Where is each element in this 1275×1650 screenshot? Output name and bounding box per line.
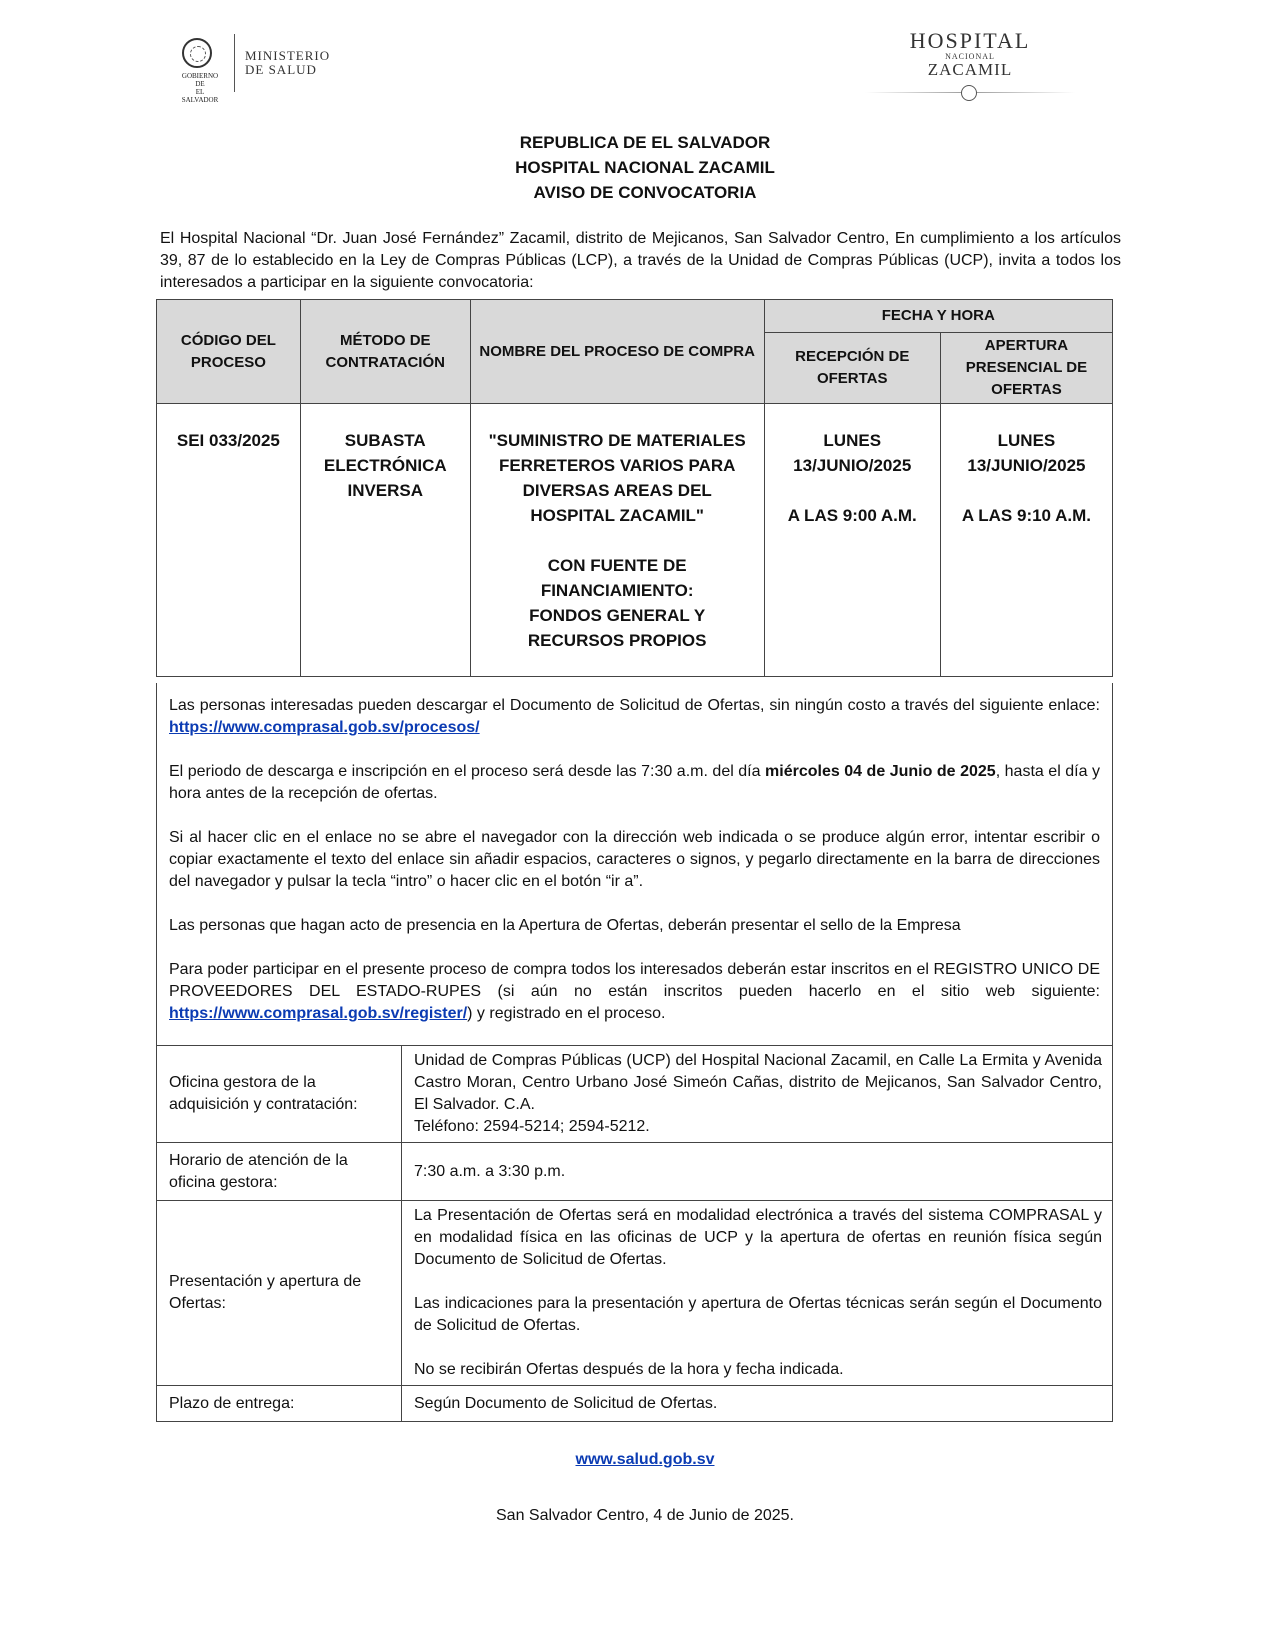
logo-divider — [234, 34, 235, 92]
cell-apertura — [940, 404, 1112, 677]
detail-value — [402, 1201, 1113, 1386]
details-table — [156, 1045, 1113, 1422]
salud-site-link[interactable]: www.salud.gob.sv — [575, 1451, 715, 1468]
apertura-hora: A LAS 9:10 A.M. — [961, 506, 1091, 525]
detail-value-line: Las indicaciones para la presentación y apertura de Ofertas técnicas serán según el Documento de Solicitud de Ofertas. — [414, 1295, 1102, 1334]
table-row — [157, 1201, 1113, 1386]
header-metodo: MÉTODO DE CONTRATACIÓN — [300, 300, 470, 404]
nombre-line: FERRETEROS VARIOS PARA — [498, 456, 736, 475]
recepcion-hora: A LAS 9:00 A.M. — [787, 506, 917, 525]
title-hospital: HOSPITAL NACIONAL ZACAMIL — [515, 158, 775, 177]
period-text-end: , hasta el día y hora antes de la recepción de ofertas. — [169, 763, 1100, 802]
seal-text-line: EL SALVADOR — [181, 88, 219, 104]
rupes-text: Para poder participar en el presente proceso de compra todos los interesados deberán estar inscritos en el REGISTRO UNICO DE PROVEEDORES DEL ESTADO-RUPES (si aún no están inscritos pueden hacerlo en el sitio web siguiente: — [169, 961, 1100, 1000]
header-codigo: CÓDIGO DEL PROCESO — [157, 300, 301, 404]
document-titles — [160, 130, 1130, 205]
info-paragraph-download — [169, 695, 1100, 739]
metodo-line: INVERSA — [347, 481, 424, 500]
detail-value — [402, 1386, 1113, 1422]
detail-label: Plazo de entrega: — [157, 1386, 402, 1422]
metodo-line: SUBASTA — [344, 431, 426, 450]
title-republica: REPUBLICA DE EL SALVADOR — [519, 133, 771, 152]
recepcion-dia: LUNES — [823, 431, 882, 450]
rupes-text-end: ) y registrado en el proceso. — [467, 1005, 666, 1022]
table-row — [157, 1386, 1113, 1422]
closing-date: San Salvador Centro, 4 de Junio de 2025. — [496, 1507, 794, 1524]
minsal-line-1: MINISTERIO — [245, 48, 331, 63]
ministerio-salud-logo — [178, 30, 331, 104]
header-apertura: APERTURA PRESENCIAL DE OFERTAS — [940, 333, 1112, 404]
codigo-value: SEI 033/2025 — [176, 431, 280, 450]
emblem-icon — [961, 85, 977, 101]
info-paragraph-period — [169, 761, 1100, 805]
financiamiento-line: RECURSOS PROPIOS — [527, 631, 707, 650]
title-aviso: AVISO DE CONVOCATORIA — [533, 183, 757, 202]
detail-value-line: No se recibirán Ofertas después de la hora y fecha indicada. — [414, 1361, 844, 1378]
cell-nombre — [470, 404, 764, 677]
minsal-line-2: DE SALUD — [245, 62, 317, 77]
table-row — [157, 404, 1113, 677]
financiamiento-line: CON FUENTE DE — [547, 556, 687, 575]
hospital-zacamil-logo — [865, 30, 1075, 110]
detail-label: Horario de atención de la oficina gestora: — [157, 1143, 402, 1201]
cell-metodo — [300, 404, 470, 677]
hospital-logo-line-3: ZACAMIL — [927, 60, 1013, 79]
table-row — [157, 1143, 1113, 1201]
government-seal-icon — [178, 32, 219, 104]
info-paragraph-rupes — [169, 959, 1100, 1025]
procesos-link[interactable]: https://www.comprasal.gob.sv/procesos/ — [169, 719, 480, 736]
info-paragraph-sello: Las personas que hagan acto de presencia en la Apertura de Ofertas, deberán presentar el sello de la Empresa — [169, 917, 961, 934]
financiamiento-line: FINANCIAMIENTO: — [540, 581, 694, 600]
convocatoria-table — [156, 299, 1113, 677]
hospital-logo-line-2: NACIONAL — [945, 52, 995, 61]
detail-value-line: Unidad de Compras Públicas (UCP) del Hospital Nacional Zacamil, en Calle La Ermita y Avenida Castro Moran, Centro Urbano José Simeón Cañas, distrito de Mejicanos, San Salvador Centro, El Salvador. C.A. — [414, 1052, 1102, 1113]
header-fecha-hora: FECHA Y HORA — [764, 300, 1112, 333]
apertura-dia: LUNES — [997, 431, 1056, 450]
detail-value-line: Teléfono: 2594-5214; 2594-5212. — [414, 1118, 650, 1135]
recepcion-fecha: 13/JUNIO/2025 — [793, 456, 912, 475]
header-recepcion: RECEPCIÓN DE OFERTAS — [764, 333, 940, 404]
detail-value-line: 7:30 a.m. a 3:30 p.m. — [414, 1162, 566, 1180]
header-nombre: NOMBRE DEL PROCESO DE COMPRA — [470, 300, 764, 404]
cell-recepcion — [764, 404, 940, 677]
detail-label: Presentación y apertura de Ofertas: — [157, 1201, 402, 1386]
table-row — [157, 1046, 1113, 1143]
nombre-line: "SUMINISTRO DE MATERIALES — [488, 431, 746, 450]
intro-paragraph: El Hospital Nacional “Dr. Juan José Fernández” Zacamil, distrito de Mejicanos, San Salvador Centro, En cumplimiento a los artículos 39, 87 de lo establecido en la Ley de Compras Públicas (LCP), a través de la Unidad de Compras Públicas (UCP), invita a todos los interesados a participar en la siguiente convocatoria: — [160, 230, 1121, 291]
metodo-line: ELECTRÓNICA — [323, 456, 447, 475]
financiamiento-line: FONDOS GENERAL Y — [529, 606, 706, 625]
detail-value — [402, 1046, 1113, 1143]
apertura-fecha: 13/JUNIO/2025 — [967, 456, 1086, 475]
detail-label: Oficina gestora de la adquisición y contratación: — [157, 1046, 402, 1143]
download-text: Las personas interesadas pueden descargar el Documento de Solicitud de Ofertas, sin ningún costo a través del siguiente enlace: — [169, 697, 1100, 714]
nombre-line: HOSPITAL ZACAMIL" — [530, 506, 704, 525]
info-block — [156, 683, 1113, 1045]
nombre-line: DIVERSAS AREAS DEL — [522, 481, 712, 500]
period-text: El periodo de descarga e inscripción en el proceso será desde las 7:30 a.m. del día — [169, 763, 766, 780]
detail-value-line: Según Documento de Solicitud de Ofertas. — [414, 1394, 718, 1412]
detail-value — [402, 1143, 1113, 1201]
period-date: miércoles 04 de Junio de 2025 — [765, 763, 996, 780]
footer-link-container — [160, 1451, 1130, 1469]
cell-codigo — [157, 404, 301, 677]
register-link[interactable]: https://www.comprasal.gob.sv/register/ — [169, 1005, 468, 1022]
seal-text-line: GOBIERNO DE — [181, 72, 219, 88]
detail-value-line: La Presentación de Ofertas será en modalidad electrónica a través del sistema COMPRASAL y en modalidad física en las oficinas de UCP y la apertura de ofertas en reunión física según Documento de Solicitud de Ofertas. — [414, 1207, 1102, 1268]
info-paragraph-help: Si al hacer clic en el enlace no se abre el navegador con la dirección web indicada o se produce algún error, intentar escribir o copiar exactamente el texto del enlace sin añadir espacios, caracteres o signos, y pegarlo directamente en la barra de direcciones del navegador y pulsar la tecla “intro” o hacer clic en el botón “ir a”. — [169, 829, 1100, 890]
hospital-logo-line-1: HOSPITAL — [909, 28, 1031, 53]
